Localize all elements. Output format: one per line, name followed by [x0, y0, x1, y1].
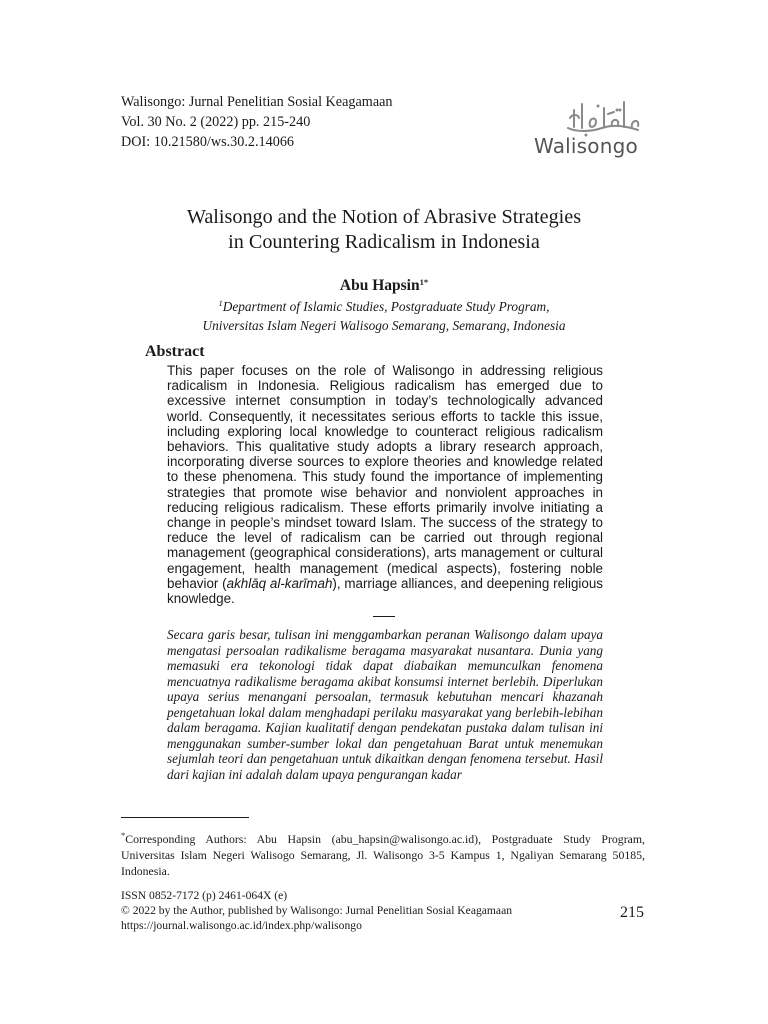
title-line-1: Walisongo and the Notion of Abrasive Strategies: [186, 206, 582, 228]
author-name: Abu Hapsin: [339, 277, 420, 294]
abstract-indonesian: [167, 627, 603, 782]
author-mark: 1*: [419, 277, 429, 287]
publication-info: [121, 888, 512, 934]
abstract-english: [167, 363, 603, 606]
journal-name: Walisongo: Jurnal Penelitian Sosial Keagamaan: [121, 94, 393, 110]
affiliation-line-1: $^1$Department of Islamic Studies, Postgraduate Study Program,: [218, 298, 550, 314]
footnote-rule: [121, 817, 249, 818]
volume-pages: Vol. 30 No. 2 (2022) pp. 215-240: [121, 114, 311, 130]
footnote-text: *Corresponding Authors: Abu Hapsin (abu_hapsin@walisongo.ac.id), Postgraduate Study Program, Universitas Islam Negeri Walisogo Semarang, Jl. Walisongo 3-5 Kampus 1, Ngaliyan Semarang 50185, Indonesia.: [121, 830, 645, 878]
affiliation-line-2: Universitas Islam Negeri Walisogo Semarang, Semarang, Indonesia: [202, 318, 566, 333]
walisongo-logo: [534, 98, 652, 162]
abstract-heading: Abstract: [145, 343, 205, 360]
arabic-calligraphy-icon: [562, 98, 644, 138]
journal-url: https://journal.walisongo.ac.id/index.php/walisongo: [121, 919, 362, 933]
affiliation: [120, 297, 648, 335]
affiliation-mark: 1: [218, 298, 223, 308]
abstract-english-text: This paper focuses on the role of Walisongo in addressing religious radicalism in Indonesia. Religious radicalism has emerged due to excessive internet consumption in today’s technologically advanced world. Consequently, it necessitates serious efforts to tackle this issue, including exploring local knowledge to counteract religious radicalism behaviors. This qualitative study adopts a library research approach, incorporating diverse sources to explore theories and knowledge related to these phenomena. This study found the importance of implementing strategies that promote wise behavior and nonviolent approaches in reducing religious radicalism. These efforts primarily involve initiating a change in people’s mindset toward Islam. The success of the strategy to reduce the level of radicalism can be carried out through regional management (geographical considerations), arts management or cultural engagement, health management (medical aspects), fostering noble behavior (akhlāq al-karīmah), marriage alliances, and deepening religious knowledge.: [167, 363, 603, 607]
abstract-divider: [373, 616, 395, 617]
logo-text: Walisongo: [534, 134, 638, 158]
issn: ISSN 0852-7172 (p) 2461-064X (e): [121, 889, 288, 902]
copyright: © 2022 by the Author, published by Walisongo: Jurnal Penelitian Sosial Keagamaan: [121, 904, 513, 918]
abstract-indonesian-text: Secara garis besar, tulisan ini menggambarkan peranan Walisongo dalam upaya mengatasi persoalan radikalisme beragama masyarakat nusantara. Dunia yang memasuki era tekonologi tidak dapat diabaikan memunculkan fenomena mencuatnya radikalisme beragama akibat konsumsi internet berlebih. Diperlukan upaya serius menangani persoalan, termasuk kebutuhan mencari khazanah pengetahuan lokal dalam menghadapi perilaku masyarakat yang berlebih-lebihan dalam beragama. Kajian kualitatif dengan pendekatan pustaka dalam tulisan ini menggunakan sumber-sumber lokal dan pengetahuan Barat untuk menemukan sejumlah teori dan pengetahuan untuk dikaitkan dengan fenomena tersebut. Hasil dari kajian ini adalah dalam upaya pengurangan kadar: [167, 627, 603, 782]
author: [120, 277, 648, 295]
title-line-2: in Countering Radicalism in Indonesia: [228, 231, 540, 253]
journal-info: [121, 92, 393, 152]
footnote-mark: *: [121, 830, 126, 840]
footnote: [121, 831, 645, 879]
article-title: [120, 205, 648, 255]
page-number: 215: [620, 904, 644, 921]
doi: DOI: 10.21580/ws.30.2.14066: [121, 134, 295, 150]
akhlaq-term: akhlāq al-karīmah: [226, 575, 333, 591]
